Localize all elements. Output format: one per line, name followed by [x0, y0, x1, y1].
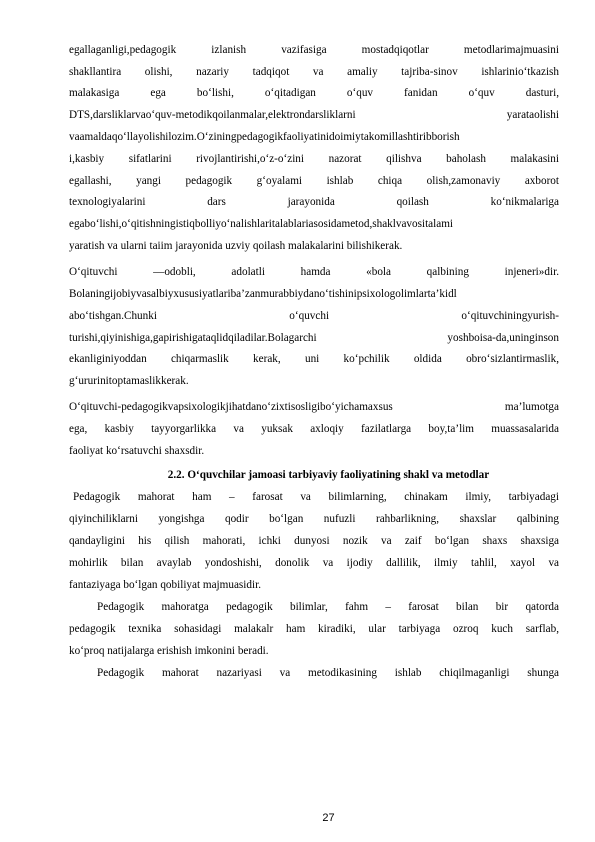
text-line: Bolaningijobiyvasalbiyxususiyatlariba’zanmurabbiydano‘tishinipsixologolimlarta’kidl	[69, 288, 457, 300]
section-heading: 2.2. O‘quvchilar jamoasi tarbiyaviy faoliyatining shakl va metodlar	[167, 469, 490, 481]
text-line: egallashi, yangi pedagogik g‘oyalami ishlab chiqa olish,zamonaviy axborot	[69, 175, 559, 187]
text-line: Pedagogik mahorat ham – farosat va bilimlarning, chinakam ilmiy, tarbiyadagi	[73, 491, 559, 503]
text-line: malakasiga ega bo‘lishi, o‘qitadigan o‘quv fanidan o‘quv dasturi,	[69, 87, 559, 99]
text-line: qiyinchiliklarni yongishga qodir bo‘lgan nufuzli rahbarlikning, shaxslar qalbining	[69, 513, 559, 525]
text-line: vaamaldaqo‘llayolishilozim.O‘ziningpedagogikfaoliyatinidoimiytakomillashtiribborish	[69, 131, 460, 143]
text-line: egabo‘lishi,o‘qitishningistiqbolliyo‘nalishlaritalablariasosidametod,shaklvavositalami	[69, 218, 454, 230]
text-line: egallaganligi,pedagogik izlanish vazifasiga mostadqiqotlar metodlarimajmuasini	[69, 44, 559, 56]
text-line: pedagogik texnika sohasidagi malakalr ham kiradiki, ular tarbiyaga ozroq kuch sarflab,	[69, 623, 559, 635]
page-number: 27	[322, 812, 335, 824]
text-line: ko‘proq natijalarga erishish imkonini beradi.	[69, 645, 269, 657]
text-line: abo‘tishgan.Chunki o‘quvchi o‘qituvchiningyurish-	[69, 310, 559, 322]
text-line: faoliyat ko‘rsatuvchi shaxsdir.	[69, 445, 205, 457]
text-line: i,kasbiy sifatlarini rivojlantirishi,o‘z-o‘zini nazorat qilishva baholash malakasini	[69, 153, 559, 165]
text-line: ega, kasbiy tayyorgarlikka va yuksak axloqiy fazilatlarga boy,ta’lim muassasalarida	[69, 423, 559, 435]
text-line: O‘qituvchi —odobli, adolatli hamda «bola qalbining injeneri»dir.	[69, 266, 559, 278]
text-line: DTS,darsliklarvao‘quv-metodikqoilanmalar,elektrondarsliklarni yarataolishi	[69, 109, 559, 121]
text-line: shakllantira olishi, nazariy tadqiqot va amaliy tajriba-sinov ishlarinio‘tkazish	[69, 66, 559, 78]
text-line: Pedagogik mahorat nazariyasi va metodikasining ishlab chiqilmaganligi shunga	[97, 667, 559, 679]
text-line: yaratish va ularni taiim jarayonida uzviy qoilash malakalarini bilishikerak.	[69, 240, 403, 252]
text-line: turishi,qiyinishiga,gapirishigataqlidqiladilar.Bolagarchi yoshboisa-da,uninginson	[69, 332, 559, 344]
text-line: mohirlik bilan avaylab yondoshishi, donolik va ijodiy dallilik, ilmiy tahlil, xayol va	[69, 557, 559, 569]
text-line: g‘ururinitoptamaslikkerak.	[69, 375, 189, 387]
text-line: texnologiyalarini dars jarayonida qoilash ko‘nikmalariga	[69, 196, 559, 208]
text-line: O‘qituvchi-pedagogikvapsixologikjihatdano‘zixtisosligibo‘yichamaxsus ma’lumotga	[69, 401, 559, 413]
text-line: qandayligini his qilish mahorati, ichki dunyosi nozik va zaif bo‘lgan shaxs shaxsiga	[69, 535, 559, 547]
text-line: ekanliginiyoddan chiqarmaslik kerak, uni ko‘pchilik oldida obro‘sizlantirmaslik,	[69, 353, 559, 365]
text-line: fantaziyaga bo‘lgan qobiliyat majmuasidir.	[69, 579, 261, 591]
text-line: Pedagogik mahoratga pedagogik bilimlar, fahm – farosat bilan bir qatorda	[97, 601, 559, 613]
